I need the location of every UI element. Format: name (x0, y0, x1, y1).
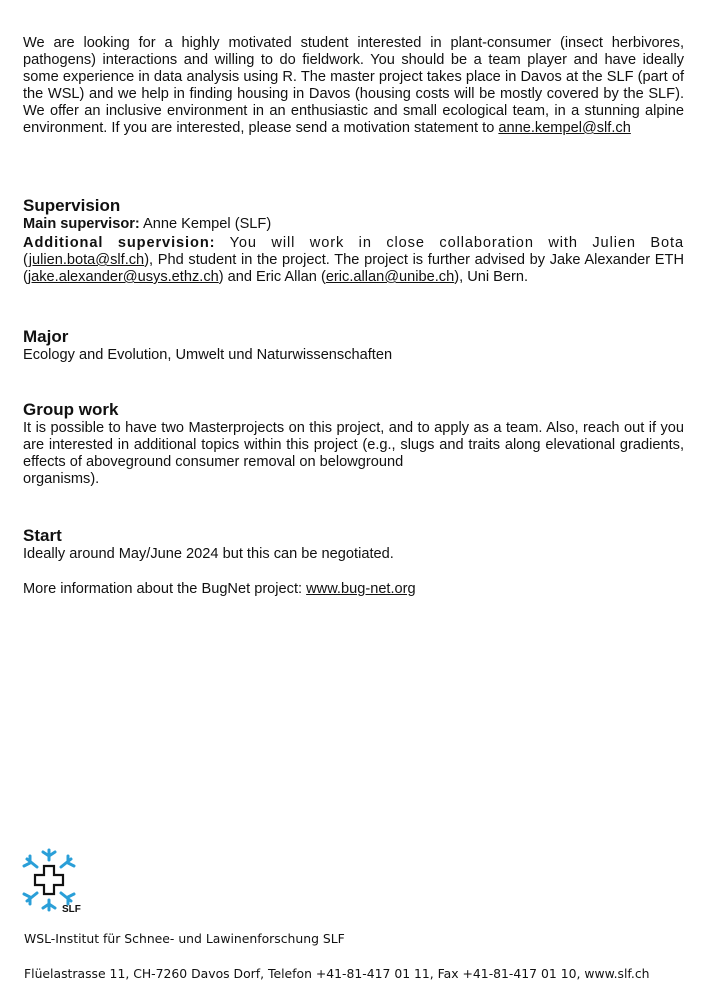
section-start (23, 526, 684, 598)
slf-logo (18, 846, 88, 920)
heading-start: Start (23, 526, 62, 545)
group-work-text: It is possible to have two Masterprojects on this project, and to apply as a team. Also, reach out if you are interested in additional topics within this project (e.g., slugs and traits along elevational gradients, effects of aboveground consumer removal on belowground (23, 420, 684, 470)
main-supervisor-value: Anne Kempel (SLF) (139, 216, 272, 232)
additional-text-2: ), Phd student in the project. The project is further advised by Jake Alexander ETH ( (23, 252, 684, 285)
additional-text-1: You will work in close collaboration with Julien Bota ( (23, 235, 684, 268)
more-info-line (23, 581, 684, 598)
group-work-text-end: organisms). (23, 471, 100, 487)
more-info-text: More information about the BugNet project: (23, 581, 307, 597)
heading-supervision: Supervision (23, 196, 121, 215)
section-supervision (23, 196, 684, 286)
heading-major: Major (23, 327, 69, 346)
intro-paragraph (23, 35, 684, 137)
intro-text: We are looking for a highly motivated student interested in plant-consumer (insect herbivores, pathogens) interactions and willing to do fieldwork. You should be a team player and have ideally some experience in data analysis using R. The master project takes place in Davos at the SLF (part of the WSL) and we help in finding housing in Davos (housing costs will be mostly covered by the SLF). We offer an inclusive environment in an enthusiastic and small ecological team, in a stunning alpine environment. If you are interested, please send a motivation statement to (23, 35, 684, 136)
additional-supervision-paragraph (23, 235, 684, 286)
start-text: Ideally around May/June 2024 but this can be negotiated. (23, 546, 394, 562)
footer-address: Flüelastrasse 11, CH-7260 Davos Dorf, Telefon +41-81-417 01 11, Fax +41-81-417 01 10, www.slf.ch (24, 966, 650, 981)
document-body (23, 35, 684, 597)
email-link-allan[interactable]: eric.allan@unibe.ch (325, 269, 455, 285)
swiss-cross-shape (35, 866, 63, 894)
main-supervisor-label: Main supervisor: (23, 216, 140, 232)
footer-institute: WSL-Institut für Schnee- und Lawinenforschung SLF (24, 931, 345, 946)
major-text: Ecology and Evolution, Umwelt und Naturwissenschaften (23, 347, 393, 363)
section-major (23, 327, 684, 364)
email-link-kempel[interactable]: anne.kempel@slf.ch (498, 120, 631, 136)
additional-text-4: ), Uni Bern. (454, 269, 529, 285)
bugnet-link[interactable]: www.bug-net.org (306, 581, 416, 597)
main-supervisor-line (23, 216, 684, 233)
email-link-bota[interactable]: julien.bota@slf.ch (28, 252, 145, 268)
logo-label: SLF (62, 904, 81, 915)
additional-supervision-label: Additional supervision: (23, 235, 216, 251)
email-link-alexander[interactable]: jake.alexander@usys.ethz.ch (27, 269, 219, 285)
additional-text-3: ) and Eric Allan ( (218, 269, 326, 285)
section-group-work (23, 400, 684, 488)
heading-group-work: Group work (23, 400, 119, 419)
